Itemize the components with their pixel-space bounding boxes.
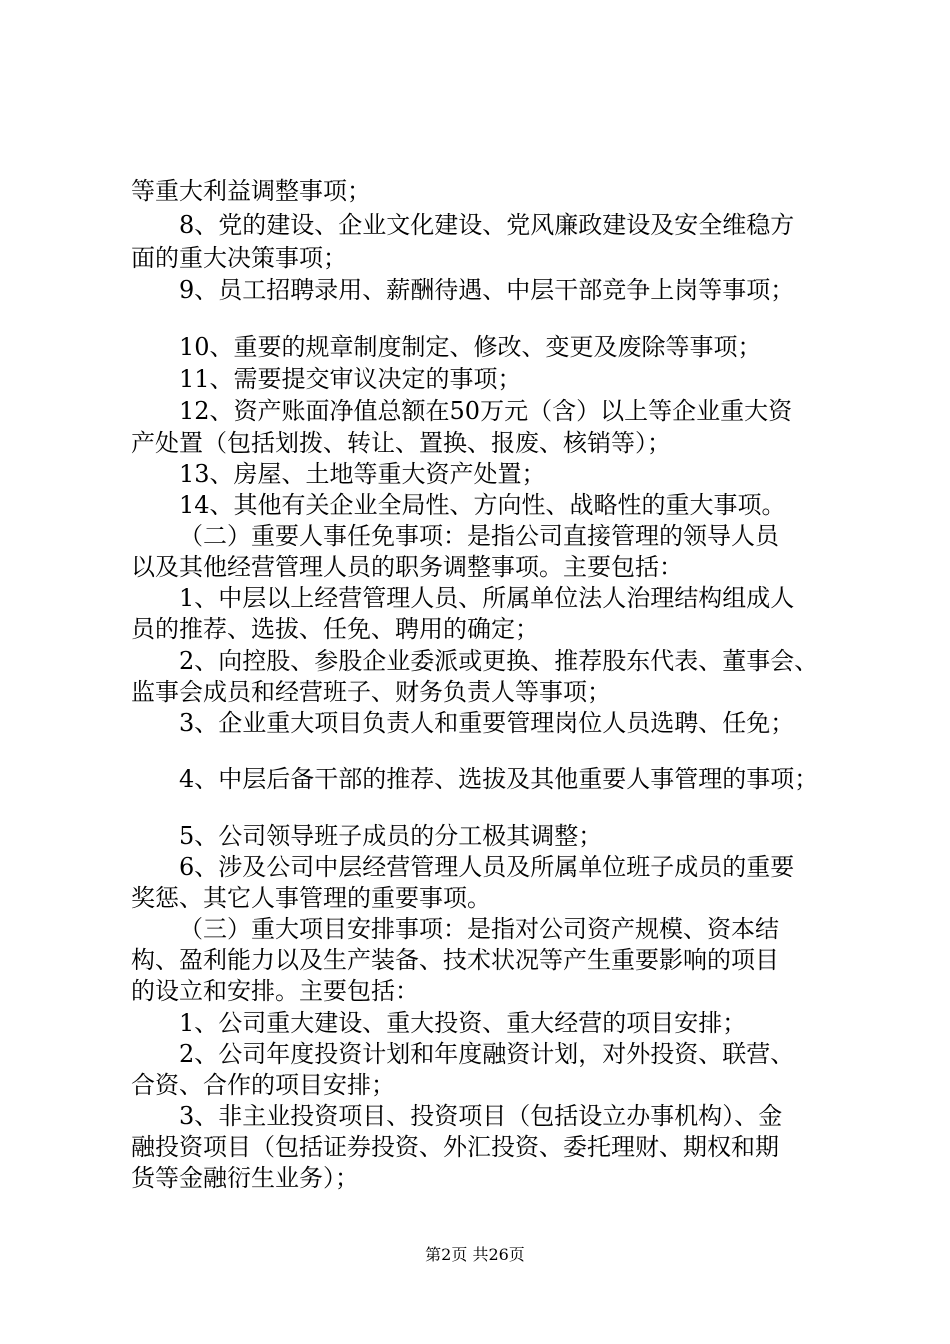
text-line: 产处置（包括划拨、转让、置换、报废、核销等）； [131, 429, 671, 457]
text-line: 以及其他经营管理人员的职务调整事项。主要包括： [131, 553, 683, 581]
text-line: 员的推荐、选拔、任免、聘用的确定； [131, 615, 539, 643]
text-line: 3、非主业投资项目、投资项目（包括设立办事机构）、金 [179, 1102, 783, 1130]
text-line: 11、需要提交审议决定的事项； [179, 365, 522, 393]
text-line: 的设立和安排。主要包括： [131, 977, 419, 1005]
text-line: 货等金融衍生业务）； [131, 1164, 359, 1192]
text-line: 等重大利益调整事项； [131, 177, 371, 205]
text-line: 1、中层以上经营管理人员、所属单位法人治理结构组成人 [179, 584, 795, 612]
text-line: 12、资产账面净值总额在50万元（含）以上等企业重大资 [179, 397, 793, 425]
text-line: 构、盈利能力以及生产装备、技术状况等产生重要影响的项目 [131, 946, 779, 974]
text-line: 5、公司领导班子成员的分工极其调整； [179, 822, 603, 850]
text-line: 1、公司重大建设、重大投资、重大经营的项目安排； [179, 1009, 747, 1037]
text-line: 4、中层后备干部的推荐、选拔及其他重要人事管理的事项； [179, 765, 819, 793]
text-line: （三）重大项目安排事项：是指对公司资产规模、资本结 [179, 915, 779, 943]
text-line: 9、员工招聘录用、薪酬待遇、中层干部竞争上岗等事项； [179, 276, 795, 304]
text-line: 奖惩、其它人事管理的重要事项。 [131, 884, 491, 912]
text-line: 合资、合作的项目安排； [131, 1071, 395, 1099]
text-line: 面的重大决策事项； [131, 244, 347, 272]
text-line: 6、涉及公司中层经营管理人员及所属单位班子成员的重要 [179, 853, 795, 881]
text-line: 14、其他有关企业全局性、方向性、战略性的重大事项。 [179, 491, 786, 519]
text-line: 3、企业重大项目负责人和重要管理岗位人员选聘、任免； [179, 709, 795, 737]
text-line: 2、向控股、参股企业委派或更换、推荐股东代表、董事会、 [179, 647, 819, 675]
text-line: 10、重要的规章制度制定、修改、变更及废除等事项； [179, 333, 762, 361]
text-line: 监事会成员和经营班子、财务负责人等事项； [131, 678, 611, 706]
text-line: 融投资项目（包括证券投资、外汇投资、委托理财、期权和期 [131, 1133, 779, 1161]
text-line: 8、党的建设、企业文化建设、党风廉政建设及安全维稳方 [179, 211, 795, 239]
text-line: 2、公司年度投资计划和年度融资计划，对外投资、联营、 [179, 1040, 795, 1068]
page-number-footer: 第2页 共26页 [425, 1245, 525, 1264]
text-line: （二）重要人事任免事项：是指公司直接管理的领导人员 [179, 522, 779, 550]
text-line: 13、房屋、土地等重大资产处置； [179, 460, 546, 488]
